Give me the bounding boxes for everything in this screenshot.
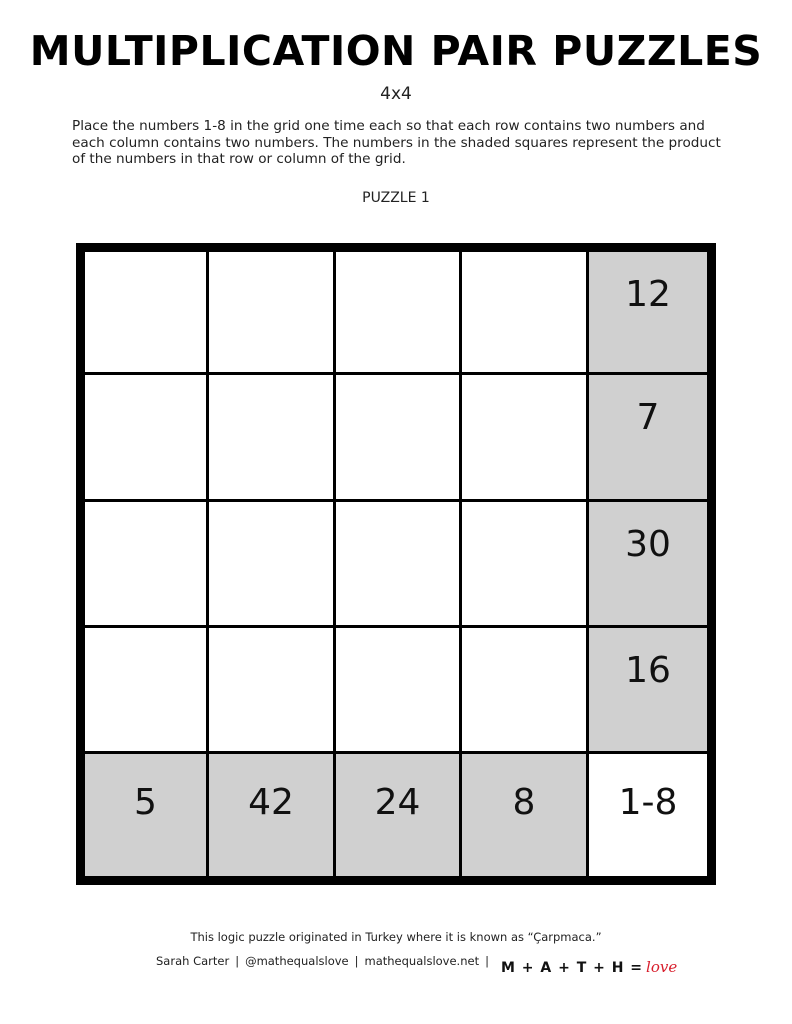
credits-line — [156, 950, 678, 976]
column-product-clue-2: 42 — [209, 754, 333, 876]
puzzle-grid — [76, 243, 716, 885]
instructions-text: Place the numbers 1-8 in the grid one time each so that each row contains two numbers and each column contains two numbers. The numbers in the shaded squares represent the product of the numbers in that row or column of the grid. — [72, 118, 721, 167]
grid-cell-r1c1[interactable] — [85, 252, 206, 372]
website-link[interactable]: mathequalslove.net — [364, 954, 480, 968]
grid-cell-r3c1[interactable] — [85, 502, 206, 625]
grid-cell-r2c3[interactable] — [336, 375, 459, 499]
grid-cell-r1c2[interactable] — [209, 252, 333, 372]
row-product-clue-2: 7 — [589, 375, 707, 499]
grid-cell-r2c4[interactable] — [462, 375, 586, 499]
number-range-label: 1-8 — [589, 754, 707, 876]
grid-cell-r4c2[interactable] — [209, 628, 333, 751]
grid-cell-r3c2[interactable] — [209, 502, 333, 625]
origin-note: This logic puzzle originated in Turkey where it is known as “Çarpmaca.” — [190, 930, 602, 944]
grid-cell-r3c4[interactable] — [462, 502, 586, 625]
math-equals-love-logo — [501, 958, 677, 976]
separator: | — [354, 954, 359, 968]
separator: | — [235, 954, 240, 968]
author-name: Sarah Carter — [156, 954, 230, 968]
row-product-clue-3: 30 — [589, 502, 707, 625]
grid-cell-r4c4[interactable] — [462, 628, 586, 751]
grid-cell-r1c4[interactable] — [462, 252, 586, 372]
row-product-clue-1: 12 — [589, 252, 707, 372]
grid-cell-r2c2[interactable] — [209, 375, 333, 499]
social-handle: @mathequalslove — [245, 954, 349, 968]
puzzle-size-subtitle: 4x4 — [380, 84, 412, 104]
logo-math-text: M + A + T + H = — [500, 960, 644, 976]
puzzle-label: PUZZLE 1 — [362, 190, 430, 206]
grid-cell-r4c1[interactable] — [85, 628, 206, 751]
grid-cell-r1c3[interactable] — [336, 252, 459, 372]
grid-cell-r2c1[interactable] — [85, 375, 206, 499]
logo-love-text: love — [646, 958, 678, 976]
page-title: MULTIPLICATION PAIR PUZZLES — [29, 27, 763, 75]
column-product-clue-4: 8 — [462, 754, 586, 876]
grid-cell-r4c3[interactable] — [336, 628, 459, 751]
separator: | — [485, 954, 489, 968]
column-product-clue-1: 5 — [85, 754, 206, 876]
grid-cell-r3c3[interactable] — [336, 502, 459, 625]
column-product-clue-3: 24 — [336, 754, 459, 876]
row-product-clue-4: 16 — [589, 628, 707, 751]
